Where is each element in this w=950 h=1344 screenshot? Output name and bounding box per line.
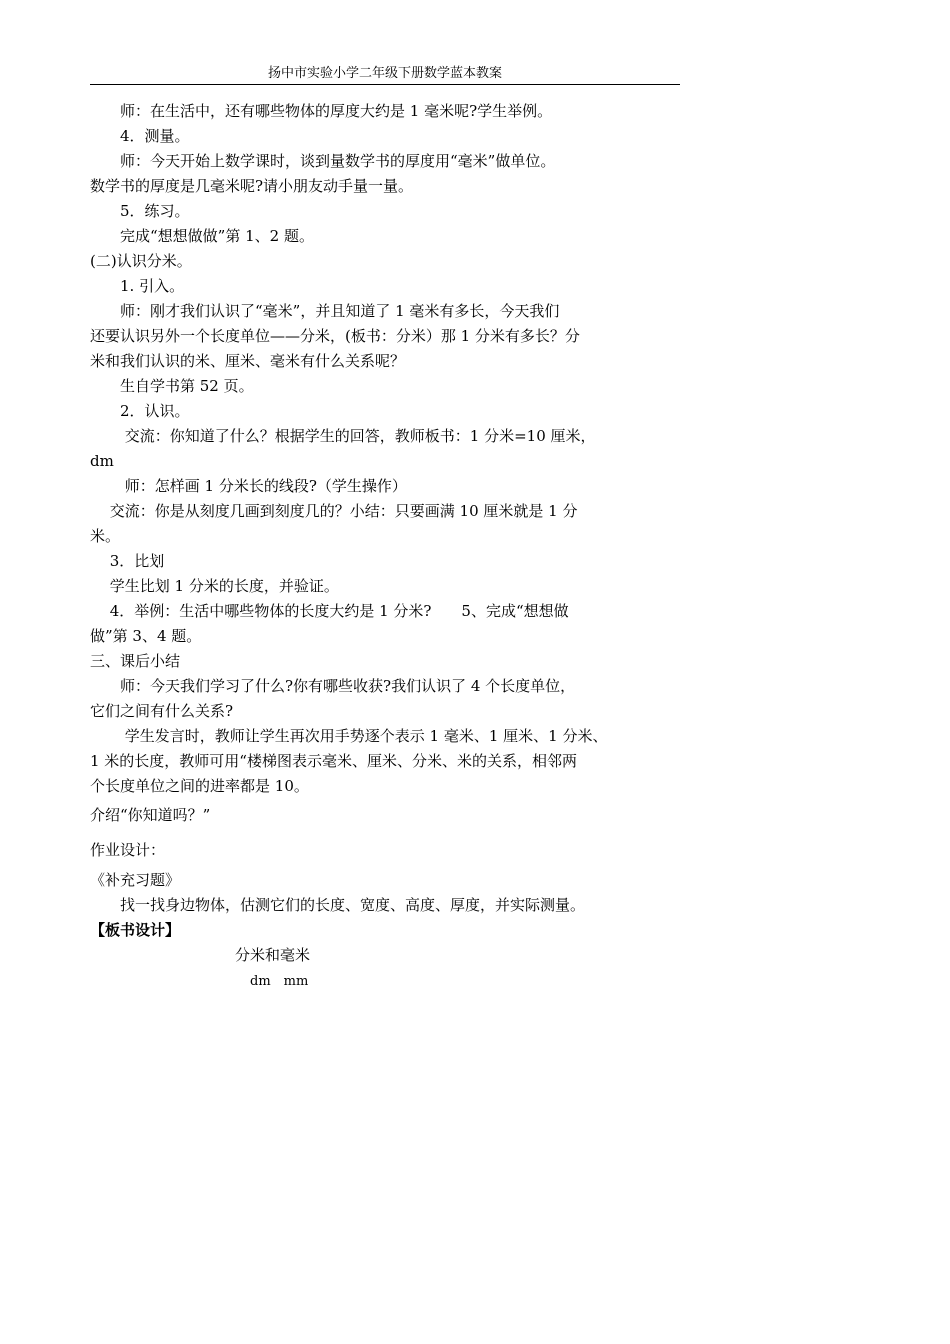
text-line: 3．比划: [90, 552, 165, 570]
text-line: 数学书的厚度是几毫米呢?请小朋友动手量一量。: [90, 177, 414, 195]
text-line: 学生比划 1 分米的长度，并验证。: [90, 577, 339, 595]
section-heading: 三、课后小结: [90, 652, 181, 670]
text-line: 介绍“你知道吗？”: [90, 806, 211, 824]
text-line: 米。: [90, 527, 121, 545]
board-title: 分米和毫米: [235, 946, 311, 964]
text-line: 它们之间有什么关系?: [90, 702, 234, 720]
text-line: 2．认识。: [90, 402, 190, 420]
text-line: 师：刚才我们认识了“毫米”，并且知道了 1 毫米有多长，今天我们: [90, 302, 560, 320]
page-header: 扬中市实验小学二年级下册数学蓝本教案: [90, 64, 680, 85]
text-line: 交流：你知道了什么？根据学生的回答，教师板书：1 分米=10 厘米，: [90, 427, 596, 445]
text-line: 《补充习题》: [90, 871, 181, 889]
text-line: 4．举例：生活中哪些物体的长度大约是 1 分米? 5、完成“想想做: [90, 602, 569, 620]
text-line: dm: [90, 452, 114, 470]
text-line: 学生发言时，教师让学生再次用手势逐个表示 1 毫米、1 厘米、1 分米、: [90, 727, 608, 745]
board-design-heading: 【板书设计】: [90, 921, 181, 939]
text-line: 还要认识另外一个长度单位——分米，(板书：分米）那 1 分米有多长？分: [90, 327, 580, 345]
text-line: 个长度单位之间的进率都是 10。: [90, 777, 309, 795]
board-units: dm mm: [250, 974, 309, 989]
text-line: 师：在生活中，还有哪些物体的厚度大约是 1 毫米呢?学生举例。: [90, 102, 553, 120]
text-line: 完成“想想做做”第 1、2 题。: [90, 227, 314, 245]
text-line: 5．练习。: [90, 202, 190, 220]
text-line: 师：今天开始上数学课时，谈到量数学书的厚度用“毫米”做单位。: [90, 152, 556, 170]
text-line: 米和我们认识的米、厘米、毫米有什么关系呢？: [90, 352, 406, 370]
text-line: 生自学书第 52 页。: [90, 377, 254, 395]
section-heading: (二)认识分米。: [90, 252, 192, 270]
text-line: 1 米的长度，教师可用“楼梯图表示毫米、厘米、分米、米的关系，相邻两: [90, 752, 577, 770]
text-line: 作业设计：: [90, 841, 166, 859]
text-line: 找一找身边物体，估测它们的长度、宽度、高度、厚度，并实际测量。: [90, 896, 586, 914]
text-line: 师：怎样画 1 分米长的线段?（学生操作）: [90, 477, 407, 495]
text-line: 师：今天我们学习了什么?你有哪些收获?我们认识了 4 个长度单位，: [90, 677, 576, 695]
text-line: 交流：你是从刻度几画到刻度几的？小结：只要画满 10 厘米就是 1 分: [90, 502, 578, 520]
text-line: 做”第 3、4 题。: [90, 627, 202, 645]
text-line: 1. 引入。: [90, 277, 185, 295]
text-line: 4．测量。: [90, 127, 190, 145]
